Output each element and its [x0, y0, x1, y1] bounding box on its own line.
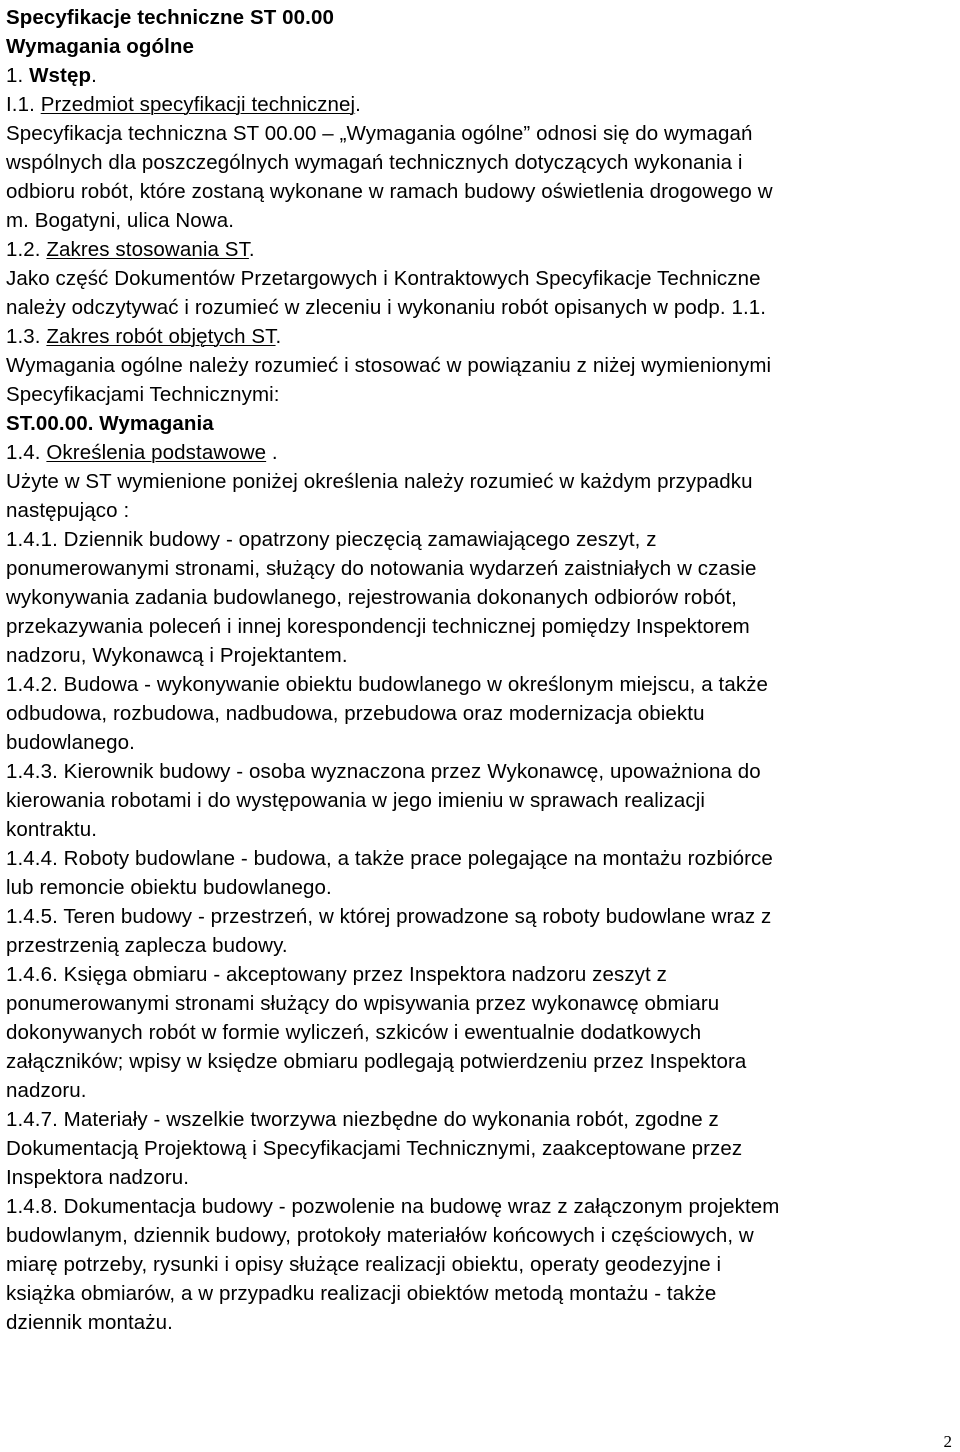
definition-line: 1.4.3. Kierownik budowy - osoba wyznaczona przez Wykonawcę, upoważniona do: [6, 760, 761, 783]
definition-line: kierowania robotami i do występowania w jego imieniu w sprawach realizacji: [6, 789, 706, 812]
section-1-heading: 1. Wstęp.: [6, 64, 97, 87]
definition-item: [6, 757, 954, 844]
definition-item: [6, 844, 954, 902]
definition-line: lub remoncie obiektu budowlanego.: [6, 876, 332, 899]
section-title: Zakres robót objętych ST: [46, 325, 276, 348]
definition-line: nadzoru, Wykonawcą i Projektantem.: [6, 644, 348, 667]
paragraph-line: Wymagania ogólne należy rozumieć i stosować w powiązaniu z niżej wymienionymi: [6, 354, 772, 377]
definition-item: [6, 525, 954, 670]
section-title: Zakres stosowania ST: [46, 238, 249, 261]
section-title: Wstęp: [29, 64, 92, 87]
definition-line: ponumerowanymi stronami, służący do notowania wydarzeń zaistniałych w czasie: [6, 557, 757, 580]
document-subtitle: Wymagania ogólne: [6, 35, 195, 58]
definition-line: 1.4.6. Księga obmiaru - akceptowany przez Inspektora nadzoru zeszyt z: [6, 963, 667, 986]
paragraph-line: wspólnych dla poszczególnych wymagań technicznych dotyczących wykonania i: [6, 151, 743, 174]
paragraph-line: odbioru robót, które zostaną wykonane w ramach budowy oświetlenia drogowego w: [6, 180, 773, 203]
definition-item: [6, 902, 954, 960]
definition-line: budowlanym, dziennik budowy, protokoły materiałów końcowych i częściowych, w: [6, 1224, 754, 1247]
definition-line: wykonywania zadania budowlanego, rejestrowania dokonanych odbiorów robót,: [6, 586, 737, 609]
definition-line: kontraktu.: [6, 818, 98, 841]
definition-line: załączników; wpisy w księdze obmiaru podlegają potwierdzeniu przez Inspektora: [6, 1050, 747, 1073]
definition-item: [6, 960, 954, 1105]
definition-line: dokonywanych robót w formie wyliczeń, szkiców i ewentualnie dodatkowych: [6, 1021, 702, 1044]
definition-line: nadzoru.: [6, 1079, 87, 1102]
definitions-list: [6, 525, 954, 1337]
definition-line: 1.4.8. Dokumentacja budowy - pozwolenie na budowę wraz z załączonym projektem: [6, 1195, 780, 1218]
definition-line: miarę potrzeby, rysunki i opisy służące realizacji obiektu, operaty geodezyjne i: [6, 1253, 722, 1276]
definition-line: Dokumentacją Projektową i Specyfikacjami Technicznymi, zaakceptowane przez: [6, 1137, 743, 1160]
section-number: 1.: [6, 64, 30, 87]
section-number: 1.2.: [6, 238, 47, 261]
definition-line: budowlanego.: [6, 731, 135, 754]
document-page: [6, 3, 954, 1337]
definition-line: 1.4.5. Teren budowy - przestrzeń, w której prowadzone są roboty budowlane wraz z: [6, 905, 772, 928]
definition-item: [6, 670, 954, 757]
definition-line: Inspektora nadzoru.: [6, 1166, 190, 1189]
section-number: I.1.: [6, 93, 41, 116]
definition-line: książka obmiarów, a w przypadku realizacji obiektów metodą montażu - także: [6, 1282, 717, 1305]
page-number: 2: [943, 1432, 952, 1451]
section-number: 1.3.: [6, 325, 47, 348]
definition-line: 1.4.7. Materiały - wszelkie tworzywa niezbędne do wykonania robót, zgodne z: [6, 1108, 719, 1131]
paragraph-line: Jako część Dokumentów Przetargowych i Kontraktowych Specyfikacje Techniczne: [6, 267, 761, 290]
definition-line: 1.4.4. Roboty budowlane - budowa, a także prace polegające na montażu rozbiórce: [6, 847, 773, 870]
definition-item: [6, 1105, 954, 1192]
document-title: Specyfikacje techniczne ST 00.00: [6, 6, 334, 29]
section-1-3-heading: 1.3. Zakres robót objętych ST.: [6, 325, 282, 348]
definition-line: odbudowa, rozbudowa, nadbudowa, przebudowa oraz modernizacja obiektu: [6, 702, 705, 725]
definition-line: ponumerowanymi stronami służący do wpisywania przez wykonawcę obmiaru: [6, 992, 720, 1015]
definition-line: przekazywania poleceń i innej korespondencji technicznej pomiędzy Inspektorem: [6, 615, 750, 638]
paragraph-line: należy odczytywać i rozumieć w zleceniu i wykonaniu robót opisanych w podp. 1.1.: [6, 296, 767, 319]
definition-item: [6, 1192, 954, 1337]
spec-reference: ST.00.00. Wymagania: [6, 412, 214, 435]
paragraph-line: Specyfikacja techniczna ST 00.00 – „Wymagania ogólne” odnosi się do wymagań: [6, 122, 753, 145]
paragraph-line: Specyfikacjami Technicznymi:: [6, 383, 280, 406]
definition-line: 1.4.2. Budowa - wykonywanie obiektu budowlanego w określonym miejscu, a także: [6, 673, 769, 696]
section-1-1-heading: I.1. Przedmiot specyfikacji technicznej.: [6, 93, 361, 116]
section-title: Określenia podstawowe: [46, 441, 267, 464]
section-1-2-heading: 1.2. Zakres stosowania ST.: [6, 238, 255, 261]
section-1-4-heading: 1.4. Określenia podstawowe .: [6, 441, 278, 464]
definition-line: dziennik montażu.: [6, 1311, 173, 1334]
section-number: 1.4.: [6, 441, 47, 464]
paragraph-line: następująco :: [6, 499, 130, 522]
paragraph-line: Użyte w ST wymienione poniżej określenia należy rozumieć w każdym przypadku: [6, 470, 753, 493]
paragraph-line: m. Bogatyni, ulica Nowa.: [6, 209, 234, 232]
definition-line: 1.4.1. Dziennik budowy - opatrzony pieczęcią zamawiającego zeszyt, z: [6, 528, 657, 551]
definition-line: przestrzenią zaplecza budowy.: [6, 934, 288, 957]
section-title: Przedmiot specyfikacji technicznej: [40, 93, 356, 116]
